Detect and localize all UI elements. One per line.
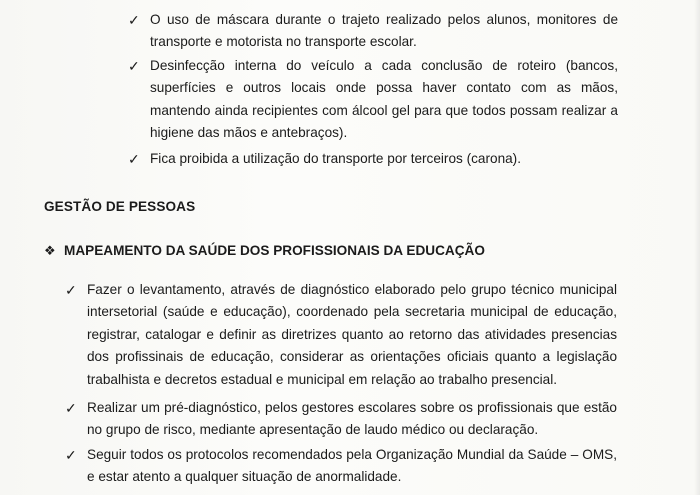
section-title: GESTÃO DE PESSOAS	[44, 199, 196, 214]
transport-item-text: Desinfecção interna do veículo a cada conclusão de roteiro (bancos, superfícies e outros locais onde possa haver contato com as mãos, mantendo ainda recipientes com álcool gel para que todos possam realizar a higiene das mãos e antebraços).	[150, 58, 618, 141]
check-icon: ✓	[128, 12, 140, 28]
people-item	[65, 279, 617, 391]
transport-item	[128, 55, 618, 145]
people-item-text: Realizar um pré-diagnóstico, pelos gestores escolares sobre os profissionais que estão no grupo de risco, mediante apresentação de laudo médico ou declaração.	[87, 400, 617, 438]
subsection-title: MAPEAMENTO DA SAÚDE DOS PROFISSIONAIS DA EDUCAÇÃO	[64, 243, 485, 258]
transport-item	[128, 148, 618, 170]
subsection-heading	[44, 243, 485, 258]
transport-item	[128, 9, 618, 54]
check-icon: ✓	[65, 400, 77, 416]
transport-item-text: O uso de máscara durante o trajeto realizado pelos alunos, monitores de transporte e motorista no transporte escolar.	[150, 12, 618, 50]
people-item	[65, 397, 617, 442]
people-item	[65, 444, 617, 489]
transport-item-text: Fica proibida a utilização do transporte por terceiros (carona).	[150, 151, 521, 166]
diamond-bullet-icon: ❖	[44, 243, 56, 258]
people-item-text: Fazer o levantamento, através de diagnóstico elaborado pelo grupo técnico municipal intersetorial (saúde e educação), coordenado pela secretaria municipal de educação, registrar, catalogar e definir as diretrizes quanto ao retorno das atividades presencias dos profissinais de educação, considerar as orientações oficiais quanto a legislação trabalhista e decretos estadual e municipal em relação ao trabalho presencial.	[87, 282, 617, 387]
check-icon: ✓	[128, 151, 140, 167]
check-icon: ✓	[65, 447, 77, 463]
people-item-text: Seguir todos os protocolos recomendados pela Organização Mundial da Saúde – OMS, e estar atento a qualquer situação de anormalidade.	[87, 447, 617, 485]
check-icon: ✓	[65, 282, 77, 298]
page-edge-shadow	[694, 0, 700, 495]
check-icon: ✓	[128, 58, 140, 74]
